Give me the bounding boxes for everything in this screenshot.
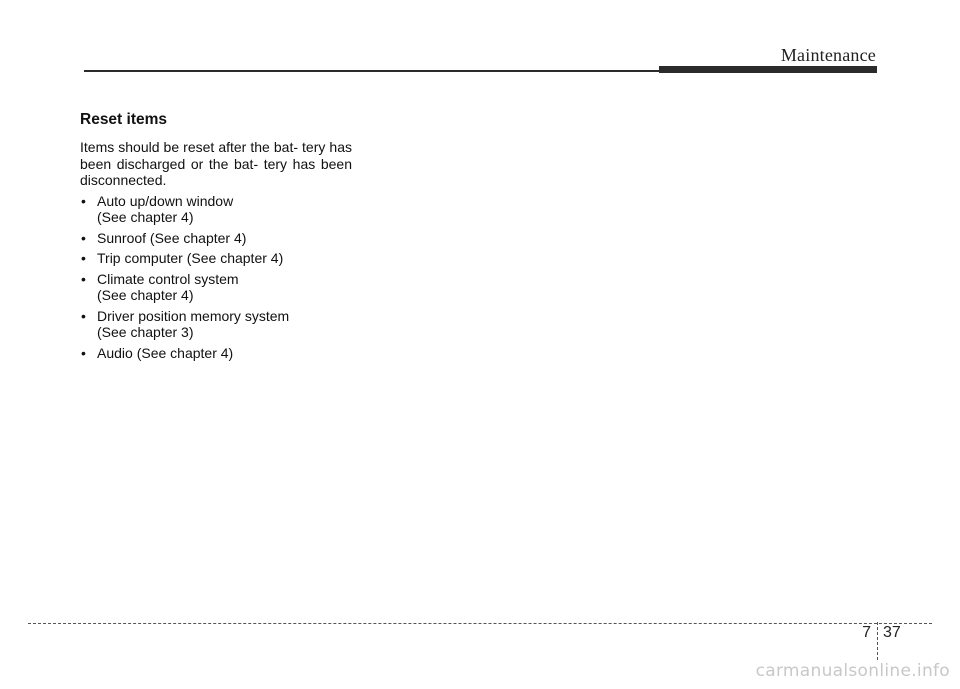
bullet-icon: • <box>81 192 86 209</box>
list-item <box>80 193 352 226</box>
list-item-label: Driver position memory system <box>97 307 290 324</box>
list-item <box>80 230 352 247</box>
list-item <box>80 250 352 267</box>
header-rule-thin <box>84 70 660 72</box>
chapter-number: 7 <box>862 624 871 641</box>
list-item-note: (See chapter 3) <box>97 324 194 340</box>
bullet-icon: • <box>81 229 86 246</box>
list-item-note: (See chapter 4) <box>97 209 194 225</box>
reset-items-list <box>80 193 352 362</box>
bullet-icon: • <box>81 270 86 287</box>
watermark: carmanualsonline.info <box>755 661 950 681</box>
footer-vertical-rule <box>877 622 878 660</box>
list-item-label: Audio (See chapter 4) <box>97 344 234 361</box>
list-item <box>80 308 352 341</box>
section-title: Maintenance <box>780 45 876 65</box>
page-number: 37 <box>883 624 901 641</box>
bullet-icon: • <box>81 344 86 361</box>
intro-paragraph: Items should be reset after the bat- tery has been discharged or the bat- tery has been disconnected. <box>80 139 352 188</box>
list-item-note: (See chapter 4) <box>97 287 194 303</box>
bullet-icon: • <box>81 307 86 324</box>
section-heading: Reset items <box>80 111 168 128</box>
header-rule-thick <box>659 66 877 73</box>
list-item-label: Climate control system <box>97 270 239 287</box>
list-item <box>80 271 352 304</box>
bullet-icon: • <box>81 250 86 266</box>
reset-items-section <box>80 110 352 361</box>
list-item-label: Sunroof (See chapter 4) <box>97 229 247 246</box>
footer-dashed-rule <box>28 623 932 624</box>
list-item <box>80 345 352 362</box>
list-item-label: Trip computer (See chapter 4) <box>97 250 284 266</box>
list-item-label: Auto up/down window <box>97 192 234 209</box>
